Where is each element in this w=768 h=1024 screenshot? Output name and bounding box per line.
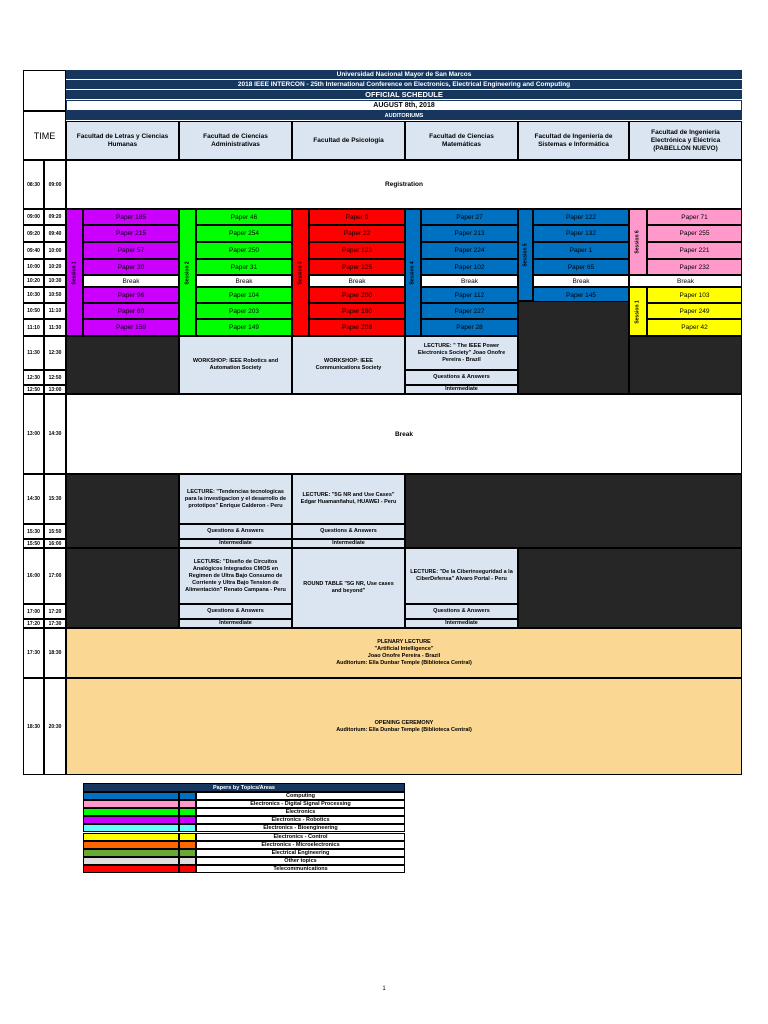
legend-label: Computing: [196, 792, 405, 800]
time-start: 15:30: [23, 524, 44, 539]
time-start: 12:30: [23, 370, 44, 385]
session-label-text: Session 2: [184, 260, 191, 285]
session-label-text: Session 1: [71, 260, 78, 285]
legend-swatch: [83, 841, 179, 849]
time-end: 18:30: [44, 628, 66, 678]
time-start: 17:00: [23, 604, 44, 619]
time-end: 16:00: [44, 539, 66, 548]
session-label-text: Session 4: [410, 260, 417, 285]
faculty-header: Facultad de Ciencias Administrativas: [179, 121, 292, 160]
time-end: 09:00: [44, 160, 66, 209]
time-end: 10:20: [44, 259, 66, 275]
auditoriums-header: AUDITORIUMS: [66, 111, 742, 121]
session-label: [405, 209, 421, 336]
legend-swatch: [179, 816, 196, 824]
session-label: [292, 209, 309, 336]
plenary-topic: "Artificial Intelligence": [374, 646, 434, 652]
workshop-robotics: WORKSHOP: IEEE Robotics and Automation Society: [179, 336, 292, 394]
time-end: 11:10: [44, 303, 66, 319]
questions-answers: Questions & Answers: [292, 524, 405, 539]
page-number: 1: [382, 986, 386, 992]
legend-swatch: [83, 824, 179, 832]
legend-swatch: [179, 808, 196, 816]
legend-label: Electronics - Microelectronics: [196, 841, 405, 849]
time-end: 10:50: [44, 287, 66, 303]
session-label: [179, 209, 196, 336]
empty-dark-cell: [405, 474, 742, 548]
paper-cell: Paper 65: [533, 259, 629, 275]
time-start: 09:40: [23, 242, 44, 259]
session-label: [66, 209, 83, 336]
time-start: 14:30: [23, 474, 44, 524]
legend-swatch: [179, 841, 196, 849]
paper-cell: Paper 132: [533, 225, 629, 242]
lecture-circuitos: LECTURE: "Diseño de Circuitos Analógicos Integrados CMOS en Regimen de Ultra Bajo Consumo de Corriente y Ultra Bajo Tension de Alimentación" Renato Campana - Peru: [179, 548, 292, 604]
legend-swatch: [83, 816, 179, 824]
legend-swatch: [179, 800, 196, 808]
break-cell: Break: [629, 275, 742, 287]
paper-cell: Paper 145: [533, 287, 629, 303]
questions-answers: Questions & Answers: [405, 604, 518, 619]
legend-label: Electronics - Robotics: [196, 816, 405, 824]
paper-cell: Paper 103: [647, 287, 742, 303]
legend-title: Papers by Topics/Areas: [83, 783, 405, 792]
plenary-lecture: [66, 628, 742, 678]
time-start: 09:20: [23, 225, 44, 242]
legend-label: Telecommunications: [196, 865, 405, 873]
time-start: 10:20: [23, 275, 44, 287]
intermediate: Intermediate: [179, 539, 292, 548]
break-cell: Break: [309, 275, 405, 287]
faculty-header: Facultad de Ingeniería de Sistemas e Informática: [518, 121, 629, 160]
paper-cell: Paper 42: [647, 319, 742, 336]
workshop-communications: WORKSHOP: IEEE Communications Society: [292, 336, 405, 394]
conference-title: 2018 IEEE INTERCON - 25th International Conference on Electronics, Electrical Engineering and Computing: [66, 80, 742, 90]
paper-cell: Paper 30: [83, 259, 179, 275]
intermediate: Intermediate: [405, 619, 518, 628]
paper-cell: Paper 31: [196, 259, 292, 275]
legend-swatch: [83, 849, 179, 857]
legend-swatch: [179, 865, 196, 873]
questions-answers: Questions & Answers: [179, 604, 292, 619]
legend-swatch: [83, 857, 179, 865]
paper-cell: Paper 208: [309, 319, 405, 336]
intermediate: Intermediate: [179, 619, 292, 628]
session-label: [629, 287, 647, 336]
legend-swatch: [179, 824, 196, 832]
paper-cell: Paper 213: [421, 225, 518, 242]
paper-cell: Paper 96: [83, 287, 179, 303]
time-end: 17:00: [44, 548, 66, 604]
empty-dark-cell: [66, 474, 179, 548]
questions-answers: Questions & Answers: [405, 370, 518, 385]
paper-cell: Paper 203: [196, 303, 292, 319]
time-end: 17:20: [44, 604, 66, 619]
time-end: 20:30: [44, 678, 66, 775]
paper-cell: Paper 122: [533, 209, 629, 225]
empty-dark-cell: [518, 548, 742, 628]
paper-cell: Paper 185: [83, 209, 179, 225]
break-cell: Break: [83, 275, 179, 287]
legend-label: Electronics - Bioengineering: [196, 824, 405, 832]
lecture-5g: LECTURE: "5G NR and Use Cases" Edgar Huamanñahui, HUAWEI - Peru: [292, 474, 405, 524]
legend-swatch: [179, 792, 196, 800]
break-cell: Break: [421, 275, 518, 287]
questions-answers: Questions & Answers: [179, 524, 292, 539]
break-cell: Break: [533, 275, 629, 287]
time-start: 08:30: [23, 160, 44, 209]
faculty-header: Facultad de Ingeniería Electrónica y Eléctrica (PABELLON NUEVO): [629, 121, 742, 160]
paper-cell: Paper 60: [83, 303, 179, 319]
opening-place: Auditorium: Ella Dunbar Temple (Biblioteca Central): [336, 726, 472, 733]
paper-cell: Paper 125: [309, 259, 405, 275]
paper-cell: Paper 221: [647, 242, 742, 259]
faculty-header: Facultad de Letras y Ciencias Humanas: [66, 121, 179, 160]
paper-cell: Paper 249: [647, 303, 742, 319]
opening-title: OPENING CEREMONY: [374, 719, 434, 726]
empty-dark-cell: [66, 336, 179, 394]
legend-label: Electronics: [196, 808, 405, 816]
time-start: 11:10: [23, 319, 44, 336]
time-start: 10:30: [23, 287, 44, 303]
paper-cell: Paper 159: [83, 319, 179, 336]
paper-cell: Paper 9: [309, 209, 405, 225]
session-label-text: Session 6: [635, 230, 642, 254]
schedule-date: AUGUST 8th, 2018: [66, 100, 742, 111]
break-cell: Break: [196, 275, 292, 287]
lecture-tendencias: LECTURE: "Tendencias tecnologicas para la investigacion y el desarrollo de prototipos" Enrique Calderon - Peru: [179, 474, 292, 524]
paper-cell: Paper 104: [196, 287, 292, 303]
time-start: 16:00: [23, 548, 44, 604]
paper-cell: Paper 22: [309, 225, 405, 242]
legend-swatch: [179, 849, 196, 857]
time-start: 10:00: [23, 259, 44, 275]
plenary-place: Auditorium: Ella Dunbar Temple (Biblioteca Central): [336, 660, 472, 666]
registration-cell: Registration: [66, 160, 742, 209]
paper-cell: Paper 102: [421, 259, 518, 275]
paper-cell: Paper 57: [83, 242, 179, 259]
paper-cell: Paper 149: [196, 319, 292, 336]
empty-dark-cell: [66, 548, 179, 628]
time-end: 12:30: [44, 336, 66, 370]
legend-swatch: [179, 857, 196, 865]
paper-cell: Paper 1: [533, 242, 629, 259]
session-label-text: Session 1: [635, 299, 642, 324]
legend-swatch: [83, 792, 179, 800]
paper-cell: Paper 224: [421, 242, 518, 259]
time-end: 09:40: [44, 225, 66, 242]
paper-cell: Paper 227: [421, 303, 518, 319]
time-start: 13:00: [23, 394, 44, 474]
faculty-header: Facultad de Ciencias Matemáticas: [405, 121, 518, 160]
paper-cell: Paper 160: [309, 303, 405, 319]
legend-label: Other topics: [196, 857, 405, 865]
corner-cell: [23, 70, 66, 111]
paper-cell: Paper 112: [421, 287, 518, 303]
time-start: 12:50: [23, 385, 44, 394]
round-table: ROUND TABLE "5G NR, Use cases and beyond": [292, 548, 405, 628]
intermediate: Intermediate: [292, 539, 405, 548]
schedule-title: OFFICIAL SCHEDULE: [66, 90, 742, 100]
time-start: 17:30: [23, 628, 44, 678]
university-name: Universidad Nacional Mayor de San Marcos: [66, 70, 742, 80]
time-header: TIME: [23, 111, 66, 160]
time-end: 12:50: [44, 370, 66, 385]
time-start: 17:20: [23, 619, 44, 628]
paper-cell: Paper 215: [83, 225, 179, 242]
time-end: 13:00: [44, 385, 66, 394]
legend-swatch: [83, 800, 179, 808]
paper-cell: Paper 46: [196, 209, 292, 225]
time-end: 15:30: [44, 474, 66, 524]
legend-swatch: [179, 833, 196, 841]
plenary-title: PLENARY LECTURE: [377, 639, 431, 645]
session-label-text: Session 5: [522, 243, 529, 267]
time-start: 10:50: [23, 303, 44, 319]
opening-ceremony: [66, 678, 742, 775]
lecture-power-electronics: LECTURE: " The IEEE Power Electronics Society" Joao Onofre Pereira - Brazil: [405, 336, 518, 370]
time-end: 14:30: [44, 394, 66, 474]
legend-swatch: [83, 833, 179, 841]
time-start: 18:30: [23, 678, 44, 775]
paper-cell: Paper 254: [196, 225, 292, 242]
paper-cell: Paper 71: [647, 209, 742, 225]
plenary-speaker: Joao Onofre Pereira - Brazil: [367, 653, 441, 659]
faculty-header: Facultad de Psicología: [292, 121, 405, 160]
legend-label: Electrical Engineering: [196, 849, 405, 857]
time-start: 15:50: [23, 539, 44, 548]
time-end: 11:30: [44, 319, 66, 336]
legend-label: Electronics - Control: [196, 833, 405, 841]
paper-cell: Paper 250: [196, 242, 292, 259]
intermediate: Intermediate: [405, 385, 518, 394]
time-end: 09:20: [44, 209, 66, 225]
empty-dark-cell: [629, 336, 742, 394]
session-label: [629, 209, 647, 275]
lunch-break: Break: [66, 394, 742, 474]
time-end: 10:30: [44, 275, 66, 287]
time-start: 09:00: [23, 209, 44, 225]
paper-cell: Paper 232: [647, 259, 742, 275]
session-label-text: Session 3: [297, 260, 304, 285]
legend-label: Electronics - Digital Signal Processing: [196, 800, 405, 808]
paper-cell: Paper 123: [309, 242, 405, 259]
legend-swatch: [83, 808, 179, 816]
time-end: 17:30: [44, 619, 66, 628]
time-end: 15:50: [44, 524, 66, 539]
lecture-ciberdefensa: LECTURE: "De la Ciberinseguridad a la CiberDefensa" Alvaro Portal - Peru: [405, 548, 518, 604]
paper-cell: Paper 200: [309, 287, 405, 303]
empty-dark-cell: [518, 301, 629, 394]
legend-swatch: [83, 865, 179, 873]
paper-cell: Paper 28: [421, 319, 518, 336]
time-start: 11:30: [23, 336, 44, 370]
time-end: 10:00: [44, 242, 66, 259]
paper-cell: Paper 255: [647, 225, 742, 242]
paper-cell: Paper 27: [421, 209, 518, 225]
session-label: [518, 209, 533, 301]
